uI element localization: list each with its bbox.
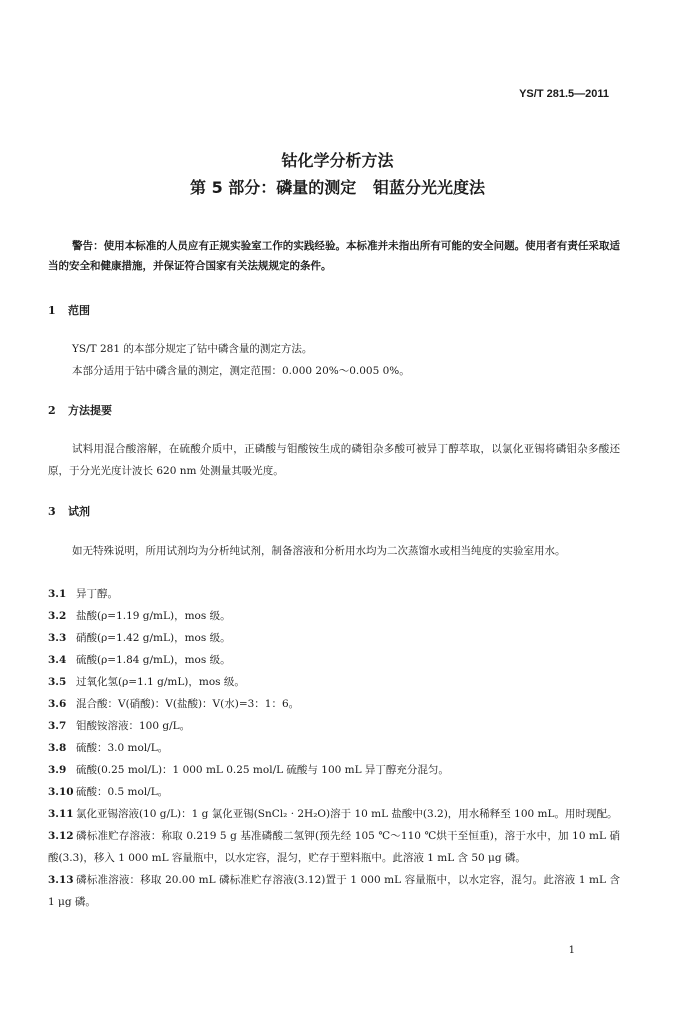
- item-text: 盐酸(ρ=1.19 g/mL)，mos 级。: [76, 610, 231, 622]
- section-heading-scope: [48, 302, 90, 318]
- section-heading-reagents: [48, 503, 90, 519]
- list-item: [48, 803, 620, 825]
- section-body-principle: [48, 438, 620, 482]
- list-item: [48, 715, 620, 737]
- section-title: 试剂: [68, 505, 90, 518]
- item-number: 3.5: [48, 676, 67, 688]
- item-number: 3.4: [48, 654, 67, 666]
- section-heading-principle: [48, 402, 112, 418]
- section-intro-reagents: [48, 540, 620, 562]
- section-title: 方法提要: [68, 404, 112, 417]
- paragraph: 试料用混合酸溶解，在硫酸介质中，正磷酸与钼酸铵生成的磷钼杂多酸可被异丁醇萃取，以氯化亚锡将磷钼杂多酸还原，于分光光度计波长 620 nm 处测量其吸光度。: [48, 443, 620, 477]
- item-text: 过氧化氢(ρ=1.1 g/mL)，mos 级。: [76, 676, 245, 688]
- section-number: 2: [48, 404, 56, 417]
- item-number: 3.11: [48, 808, 74, 820]
- item-number: 3.2: [48, 610, 67, 622]
- item-text: 硫酸：0.5 mol/L。: [76, 786, 169, 798]
- section-title: 范围: [68, 304, 90, 317]
- item-number: 3.13: [48, 874, 74, 886]
- paragraph: YS/T 281 的本部分规定了钴中磷含量的测定方法。: [72, 343, 313, 355]
- list-item: [48, 605, 620, 627]
- item-number: 3.8: [48, 742, 67, 754]
- list-item: [48, 627, 620, 649]
- list-item: [48, 737, 620, 759]
- paragraph: 如无特殊说明，所用试剂均为分析纯试剂，制备溶液和分析用水均为二次蒸馏水或相当纯度的实验室用水。: [72, 545, 566, 557]
- item-number: 3.10: [48, 786, 74, 798]
- page-number: 1: [568, 945, 575, 956]
- standard-code: YS/T 281.5—2011: [519, 88, 609, 100]
- warning-paragraph: 警告：使用本标准的人员应有正规实验室工作的实践经验。本标准并未指出所有可能的安全问题。使用者有责任采取适当的安全和健康措施，并保证符合国家有关法规规定的条件。: [48, 240, 620, 272]
- item-text: 硫酸：3.0 mol/L。: [76, 742, 169, 754]
- item-text: 硫酸(ρ=1.84 g/mL)，mos 级。: [76, 654, 231, 666]
- document-title: 钴化学分析方法: [281, 151, 394, 170]
- list-item: [48, 649, 620, 671]
- item-text: 异丁醇。: [76, 588, 118, 600]
- list-item: [48, 671, 620, 693]
- item-text: 氯化亚锡溶液(10 g/L)：1 g 氯化亚锡(SnCl₂ · 2H₂O)溶于 10 mL 盐酸中(3.2)，用水稀释至 100 mL。用时现配。: [76, 808, 618, 820]
- item-number: 3.3: [48, 632, 67, 644]
- item-text: 磷标准溶液：移取 20.00 mL 磷标准贮存溶液(3.12)置于 1 000 mL 容量瓶中，以水定容，混匀。此溶液 1 mL 含 1 μg 磷。: [48, 874, 620, 908]
- item-text: 混合酸：V(硝酸)：V(盐酸)：V(水)=3：1：6。: [76, 698, 300, 710]
- item-text: 硝酸(ρ=1.42 g/mL)，mos 级。: [76, 632, 231, 644]
- section-number: 1: [48, 304, 56, 317]
- list-item: [48, 781, 620, 803]
- list-item: [48, 869, 620, 913]
- item-number: 3.9: [48, 764, 67, 776]
- item-number: 3.12: [48, 830, 74, 842]
- item-number: 3.6: [48, 698, 67, 710]
- item-text: 磷标准贮存溶液：称取 0.219 5 g 基准磷酸二氢钾(预先经 105 ℃～110 ℃烘干至恒重)，溶于水中，加 10 mL 硝酸(3.3)，移入 1 000 mL 容量瓶中，以水定容，混匀，贮存于塑料瓶中。此溶液 1 mL 含 50 μg 磷。: [48, 830, 620, 864]
- reagent-list: [48, 583, 620, 913]
- paragraph: 本部分适用于钴中磷含量的测定，测定范围：0.000 20%～0.005 0%。: [72, 365, 410, 377]
- item-text: 钼酸铵溶液：100 g/L。: [76, 720, 191, 732]
- item-number: 3.7: [48, 720, 67, 732]
- item-number: 3.1: [48, 588, 67, 600]
- item-text: 硫酸(0.25 mol/L)：1 000 mL 0.25 mol/L 硫酸与 100 mL 异丁醇充分混匀。: [76, 764, 449, 776]
- list-item: [48, 693, 620, 715]
- section-number: 3: [48, 505, 56, 518]
- list-item: [48, 583, 620, 605]
- document-subtitle: 第 5 部分：磷量的测定 钼蓝分光光度法: [190, 178, 485, 197]
- list-item: [48, 759, 620, 781]
- list-item: [48, 825, 620, 869]
- section-body-scope: [48, 338, 620, 382]
